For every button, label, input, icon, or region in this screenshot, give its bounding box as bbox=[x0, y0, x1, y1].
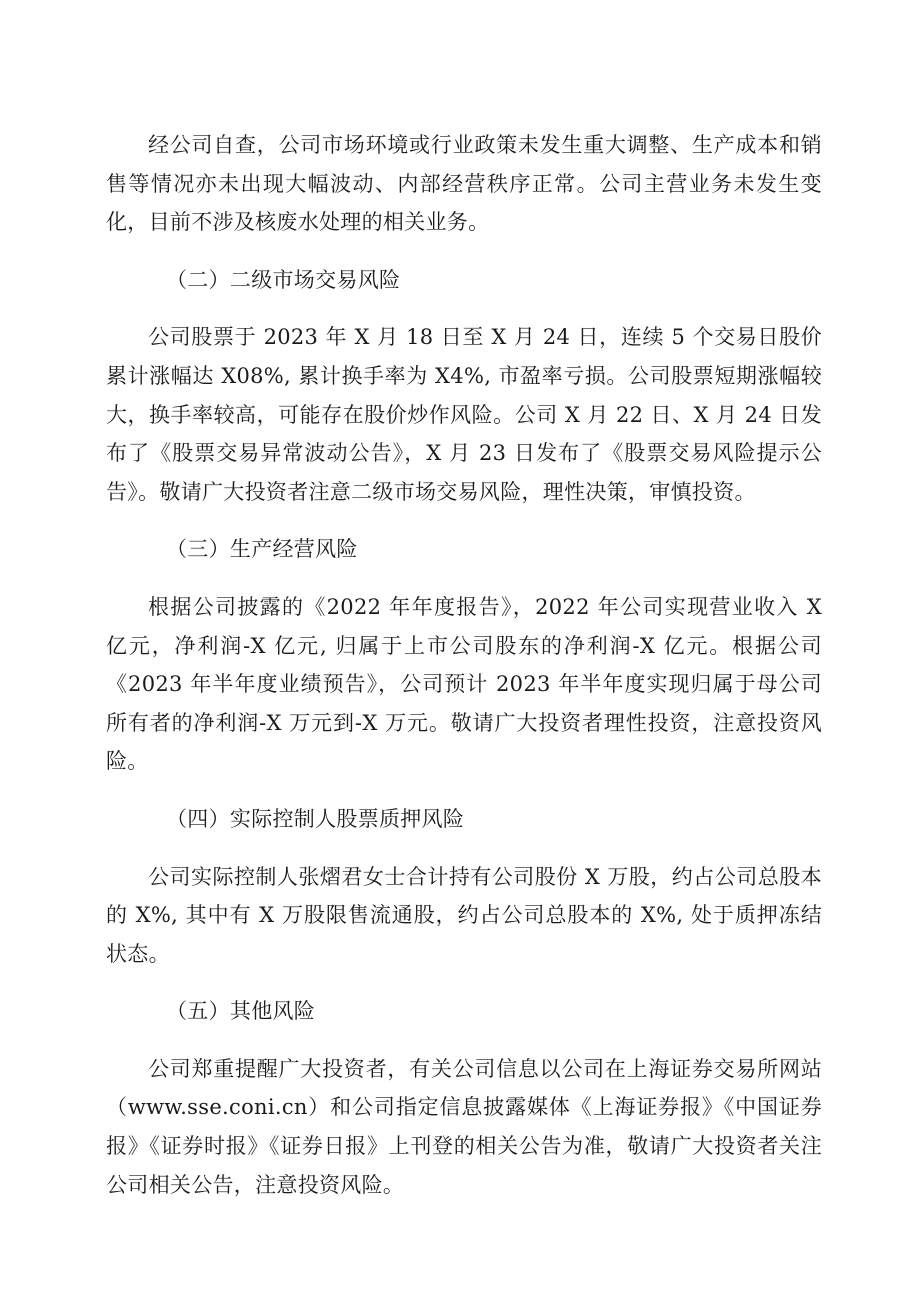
paragraph-other-risk: 公司郑重提醒广大投资者，有关公司信息以公司在上海证券交易所网站（www.sse.coni.cn）和公司指定信息披露媒体《上海证券报》《中国证券报》《证券时报》《证券日报》上刊登的相关公告为准，敬请广大投资者关注公司相关公告，注意投资风险。 bbox=[106, 1056, 822, 1197]
paragraph-self-inspection: 经公司自查，公司市场环境或行业政策未发生重大调整、生产成本和销售等情况亦未出现大幅波动、内部经营秩序正常。公司主营业务未发生变化，目前不涉及核废水处理的相关业务。 bbox=[106, 133, 822, 235]
section-heading-operating-risk: （三）生产经营风险 bbox=[166, 537, 358, 562]
paragraph-operating-risk: 根据公司披露的《2022 年年度报告》，2022 年公司实现营业收入 X 亿元，净利润-X 亿元, 归属于上市公司股东的净利润-X 亿元。根据公司《2023 年半年度业绩预告》，公司预计 2023 年半年度实现归属于母公司所有者的净利润-X 万元到-X 万元。敬请广大投资者理性投资，注意投资风险。 bbox=[106, 594, 822, 774]
paragraph-market-risk: 公司股票于 2023 年 X 月 18 日至 X 月 24 日，连续 5 个交易日股价累计涨幅达 X08%, 累计换手率为 X4%, 市盈率亏损。公司股票短期涨幅较大，换手率较高，可能存在股价炒作风险。公司 X 月 22 日、X 月 24 日发布了《股票交易异常波动公告》，X 月 23 日发布了《股票交易风险提示公告》。敬请广大投资者注意二级市场交易风险，理性决策，审慎投资。 bbox=[106, 325, 822, 504]
section-heading-other-risk: （五）其他风险 bbox=[166, 999, 316, 1024]
section-heading-market-risk: （二）二级市场交易风险 bbox=[166, 267, 401, 292]
paragraph-pledge-risk: 公司实际控制人张熠君女士合计持有公司股份 X 万股，约占公司总股本的 X%, 其中有 X 万股限售流通股，约占公司总股本的 X%, 处于质押冻结状态。 bbox=[106, 864, 822, 966]
document-body bbox=[106, 126, 822, 1223]
section-heading-pledge-risk: （四）实际控制人股票质押风险 bbox=[166, 806, 465, 831]
